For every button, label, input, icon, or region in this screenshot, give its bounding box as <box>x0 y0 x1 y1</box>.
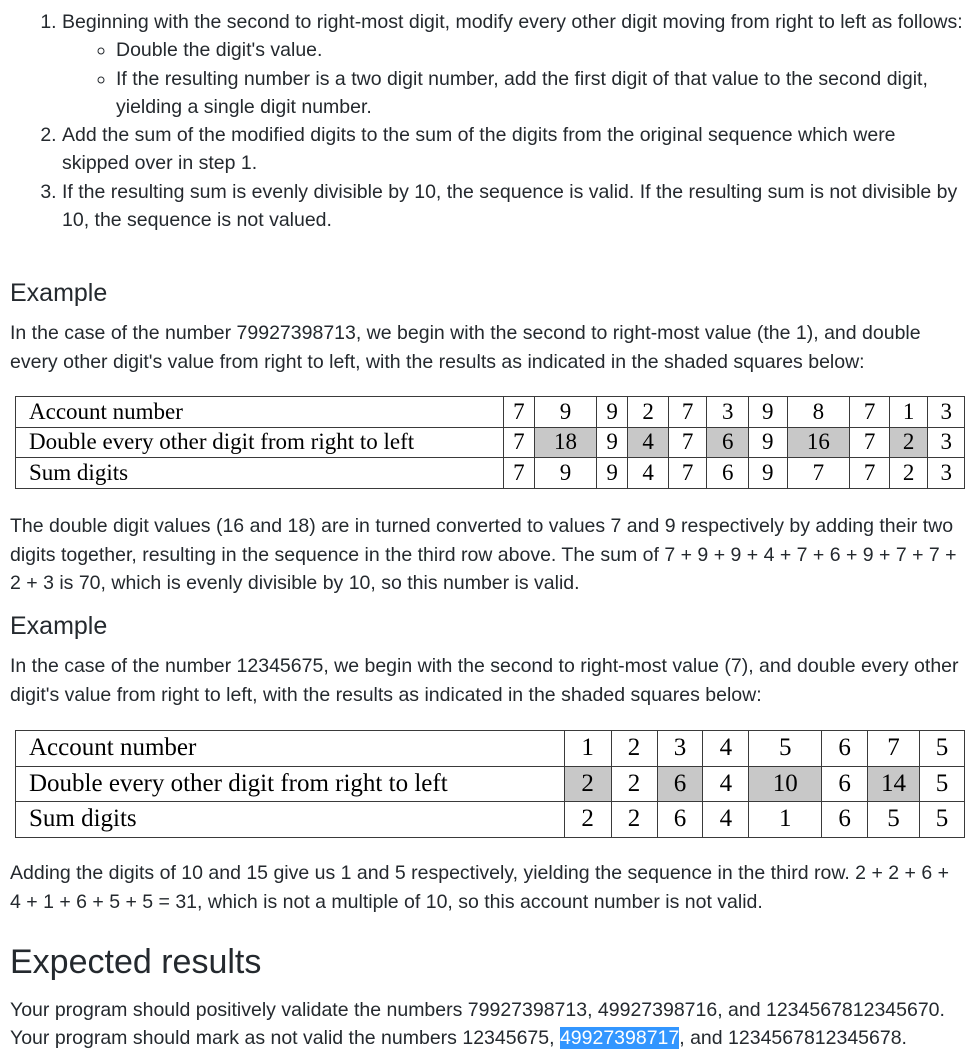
table-cell: 3 <box>657 731 703 767</box>
shaded-cell: 2 <box>564 766 611 802</box>
step-2 <box>62 121 965 178</box>
table-cell: 9 <box>535 397 597 428</box>
table-cell: 9 <box>748 397 787 428</box>
table-row-sum-digits <box>16 802 965 838</box>
table-cell: 7 <box>787 458 850 489</box>
table-cell: 5 <box>920 731 965 767</box>
invalid-text-suffix: , and 1234567812345678. <box>679 1027 907 1049</box>
expected-invalid-line <box>10 1024 963 1053</box>
table-cell: 6 <box>822 802 868 838</box>
row-label: Sum digits <box>16 802 565 838</box>
table-cell: 3 <box>928 458 965 489</box>
table-cell: 6 <box>822 766 868 802</box>
table-cell: 7 <box>503 458 534 489</box>
row-label: Sum digits <box>16 458 504 489</box>
table-cell: 5 <box>920 802 965 838</box>
table-cell: 3 <box>928 397 965 428</box>
step-text: If the resulting sum is evenly divisible by 10, the sequence is valid. If the resulting sum is not divisible by 10, the sequence is not valued. <box>62 180 958 232</box>
shaded-cell: 10 <box>749 766 822 802</box>
table-row-account-number <box>16 731 965 767</box>
table-cell: 2 <box>611 766 657 802</box>
table-cell: 7 <box>850 427 890 458</box>
table-cell: 5 <box>920 766 965 802</box>
table-cell: 5 <box>749 731 822 767</box>
example-2-table <box>15 730 965 838</box>
table-cell: 5 <box>868 802 920 838</box>
table-cell: 2 <box>628 397 669 428</box>
example-1-intro: In the case of the number 79927398713, we begin with the second to right-most value (the 1), and double every other digit's value from right to left, with the results as indicated in the shaded squares below: <box>10 322 921 373</box>
table-cell: 1 <box>564 731 611 767</box>
shaded-cell: 6 <box>657 766 703 802</box>
table-cell: 1 <box>889 397 928 428</box>
shaded-cell: 16 <box>787 427 850 458</box>
table-cell: 7 <box>668 458 707 489</box>
table-cell: 9 <box>596 427 627 458</box>
example-2-explanation: Adding the digits of 10 and 15 give us 1 and 5 respectively, yielding the sequence in the third row. 2 + 2 + 6 + 4 + 1 + 6 + 5 + 5 = 31, which is not a multiple of 10, so this account number is not valid. <box>10 862 949 913</box>
table-cell: 2 <box>611 731 657 767</box>
table-cell: 4 <box>703 731 749 767</box>
substep: ◦ Double the digit's value. <box>116 36 965 64</box>
table-cell: 6 <box>657 802 703 838</box>
table-row-doubled <box>16 427 965 458</box>
example-1-table <box>15 396 965 489</box>
table-cell: 7 <box>503 427 534 458</box>
table-cell: 9 <box>748 427 787 458</box>
expected-valid-line <box>10 996 963 1025</box>
table-cell: 2 <box>611 802 657 838</box>
table-cell: 6 <box>707 458 749 489</box>
table-cell: 9 <box>596 458 627 489</box>
valid-text: Your program should positively validate the numbers 79927398713, 49927398716, and 1234567812345670. <box>10 999 945 1021</box>
step-1-substeps <box>62 36 965 121</box>
row-label: Account number <box>16 731 565 767</box>
row-label: Double every other digit from right to left <box>16 766 565 802</box>
step-text: Beginning with the second to right-most digit, modify every other digit moving from right to left as follows: <box>62 11 963 33</box>
table-cell: 9 <box>535 458 597 489</box>
table-cell: 9 <box>596 397 627 428</box>
table-cell: 4 <box>703 802 749 838</box>
table-cell: 7 <box>850 458 890 489</box>
substep: ◦ If the resulting number is a two digit number, add the first digit of that value to the second digit, yielding a single digit number. <box>116 65 965 122</box>
step-text: Add the sum of the modified digits to the sum of the digits from the original sequence which were skipped over in step 1. <box>62 124 896 175</box>
table-cell: 1 <box>749 802 822 838</box>
table-cell: 7 <box>668 397 707 428</box>
shaded-cell: 14 <box>868 766 920 802</box>
table-cell: 4 <box>703 766 749 802</box>
table-cell: 3 <box>928 427 965 458</box>
shaded-cell: 4 <box>628 427 669 458</box>
algorithm-steps <box>0 8 965 234</box>
table-row-doubled <box>16 766 965 802</box>
table-cell: 7 <box>503 397 534 428</box>
table-cell: 4 <box>628 458 669 489</box>
table-cell: 6 <box>822 731 868 767</box>
table-row-account-number <box>16 397 965 428</box>
shaded-cell: 2 <box>889 427 928 458</box>
table-cell: 7 <box>850 397 890 428</box>
row-label: Account number <box>16 397 504 428</box>
table-cell: 2 <box>564 802 611 838</box>
shaded-cell: 6 <box>707 427 749 458</box>
example-1-explanation: The double digit values (16 and 18) are in turned converted to values 7 and 9 respectively by adding their two digits together, resulting in the sequence in the third row above. The sum of 7 + 9 + 9 + 4 + 7 + 6 + 9 + 7 + 7 + 2 + 3 is 70, which is evenly divisible by 10, so this number is valid. <box>10 515 957 594</box>
table-cell: 2 <box>889 458 928 489</box>
row-label: Double every other digit from right to left <box>16 427 504 458</box>
selected-text-highlight[interactable]: 49927398717 <box>559 1027 680 1049</box>
table-cell: 3 <box>707 397 749 428</box>
table-cell: 7 <box>668 427 707 458</box>
example-2-intro: In the case of the number 12345675, we begin with the second to right-most value (7), and double every other digit's value from right to left, with the results as indicated in the shaded squares below: <box>10 655 959 706</box>
table-cell: 8 <box>787 397 850 428</box>
expected-results-heading: Expected results <box>10 943 262 981</box>
table-cell: 7 <box>868 731 920 767</box>
table-row-sum-digits <box>16 458 965 489</box>
step-3 <box>62 178 965 235</box>
shaded-cell: 18 <box>535 427 597 458</box>
invalid-text-prefix: Your program should mark as not valid the numbers 12345675, <box>10 1027 560 1049</box>
example-1-heading: Example <box>10 279 108 307</box>
example-2-heading: Example <box>10 612 108 640</box>
table-cell: 9 <box>748 458 787 489</box>
step-1 <box>62 8 965 121</box>
